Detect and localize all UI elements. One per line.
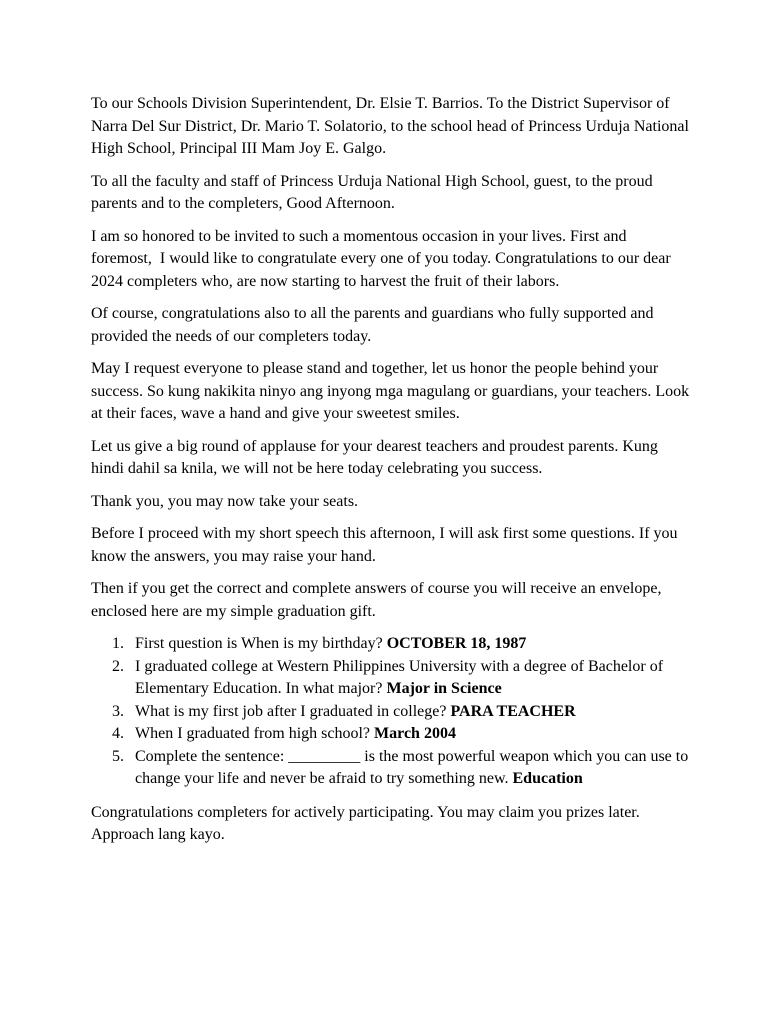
paragraph-salutation: To our Schools Division Superintendent, Dr. Elsie T. Barrios. To the District Supervisor of Narra Del Sur District, Dr. Mario T. Solatorio, to the school head of Princess Urduja National High School, Principal III Mam Joy E. Galgo. [91, 95, 693, 157]
question-text: First question is When is my birthday? [135, 635, 387, 652]
list-item [112, 633, 691, 656]
paragraph-closing: Congratulations completers for actively participating. You may claim you prizes later. Approach lang kayo. [91, 803, 643, 843]
list-item [112, 656, 691, 701]
question-list [91, 633, 691, 791]
list-number: 4. [112, 725, 124, 742]
paragraph-greeting: To all the faculty and staff of Princess Urduja National High School, guest, to the proud parents and to the completers, Good Afternoon. [91, 172, 657, 212]
list-number: 1. [112, 635, 124, 652]
list-item [112, 723, 691, 746]
paragraph-stand-request: May I request everyone to please stand and together, let us honor the people behind your success. So kung nakikita ninyo ang inyong mga magulang or guardians, your teachers. Look at their faces, wave a hand and give your sweetest smiles. [91, 360, 694, 422]
paragraph-congratulations: I am so honored to be invited to such a momentous occasion in your lives. First and foremost, I would like to congratulate every one of you today. Congratulations to our dear 2024 completers who, are now starting to harvest the fruit of their labors. [91, 227, 675, 290]
paragraph-applause: Let us give a big round of applause for your dearest teachers and proudest parents. Kung hindi dahil sa knila, we will not be here today celebrating you success. [91, 437, 662, 477]
list-item [112, 701, 691, 724]
list-number: 2. [112, 657, 124, 675]
question-text: What is my first job after I graduated in college? [135, 702, 451, 720]
list-number: 5. [112, 747, 124, 765]
document-page [91, 93, 694, 857]
list-number: 3. [112, 702, 124, 720]
question-answer: Education [512, 770, 583, 787]
question-answer: March 2004 [374, 725, 456, 742]
question-answer: Major in Science [386, 680, 502, 697]
paragraph-parents: Of course, congratulations also to all the parents and guardians who fully supported and provided the needs of our completers today. [91, 305, 658, 345]
question-answer: OCTOBER 18, 1987 [386, 635, 527, 652]
question-text: I graduated college at Western Philippines University with a degree of Bachelor of Elementary Education. In what major? [135, 657, 664, 697]
paragraph-questions-intro: Before I proceed with my short speech this afternoon, I will ask first some questions. If you know the answers, you may raise your hand. [91, 525, 682, 565]
question-text: Complete the sentence: _________ is the most powerful weapon which you can use to change your life and never be afraid to try something new. [135, 747, 689, 787]
paragraph-thank-you: Thank you, you may now take your seats. [91, 492, 359, 510]
paragraph-gift: Then if you get the correct and complete answers of course you will receive an envelope, enclosed here are my simple graduation gift. [91, 580, 666, 620]
question-answer: PARA TEACHER [450, 702, 576, 720]
list-item [112, 746, 691, 791]
question-text: When I graduated from high school? [135, 725, 375, 742]
